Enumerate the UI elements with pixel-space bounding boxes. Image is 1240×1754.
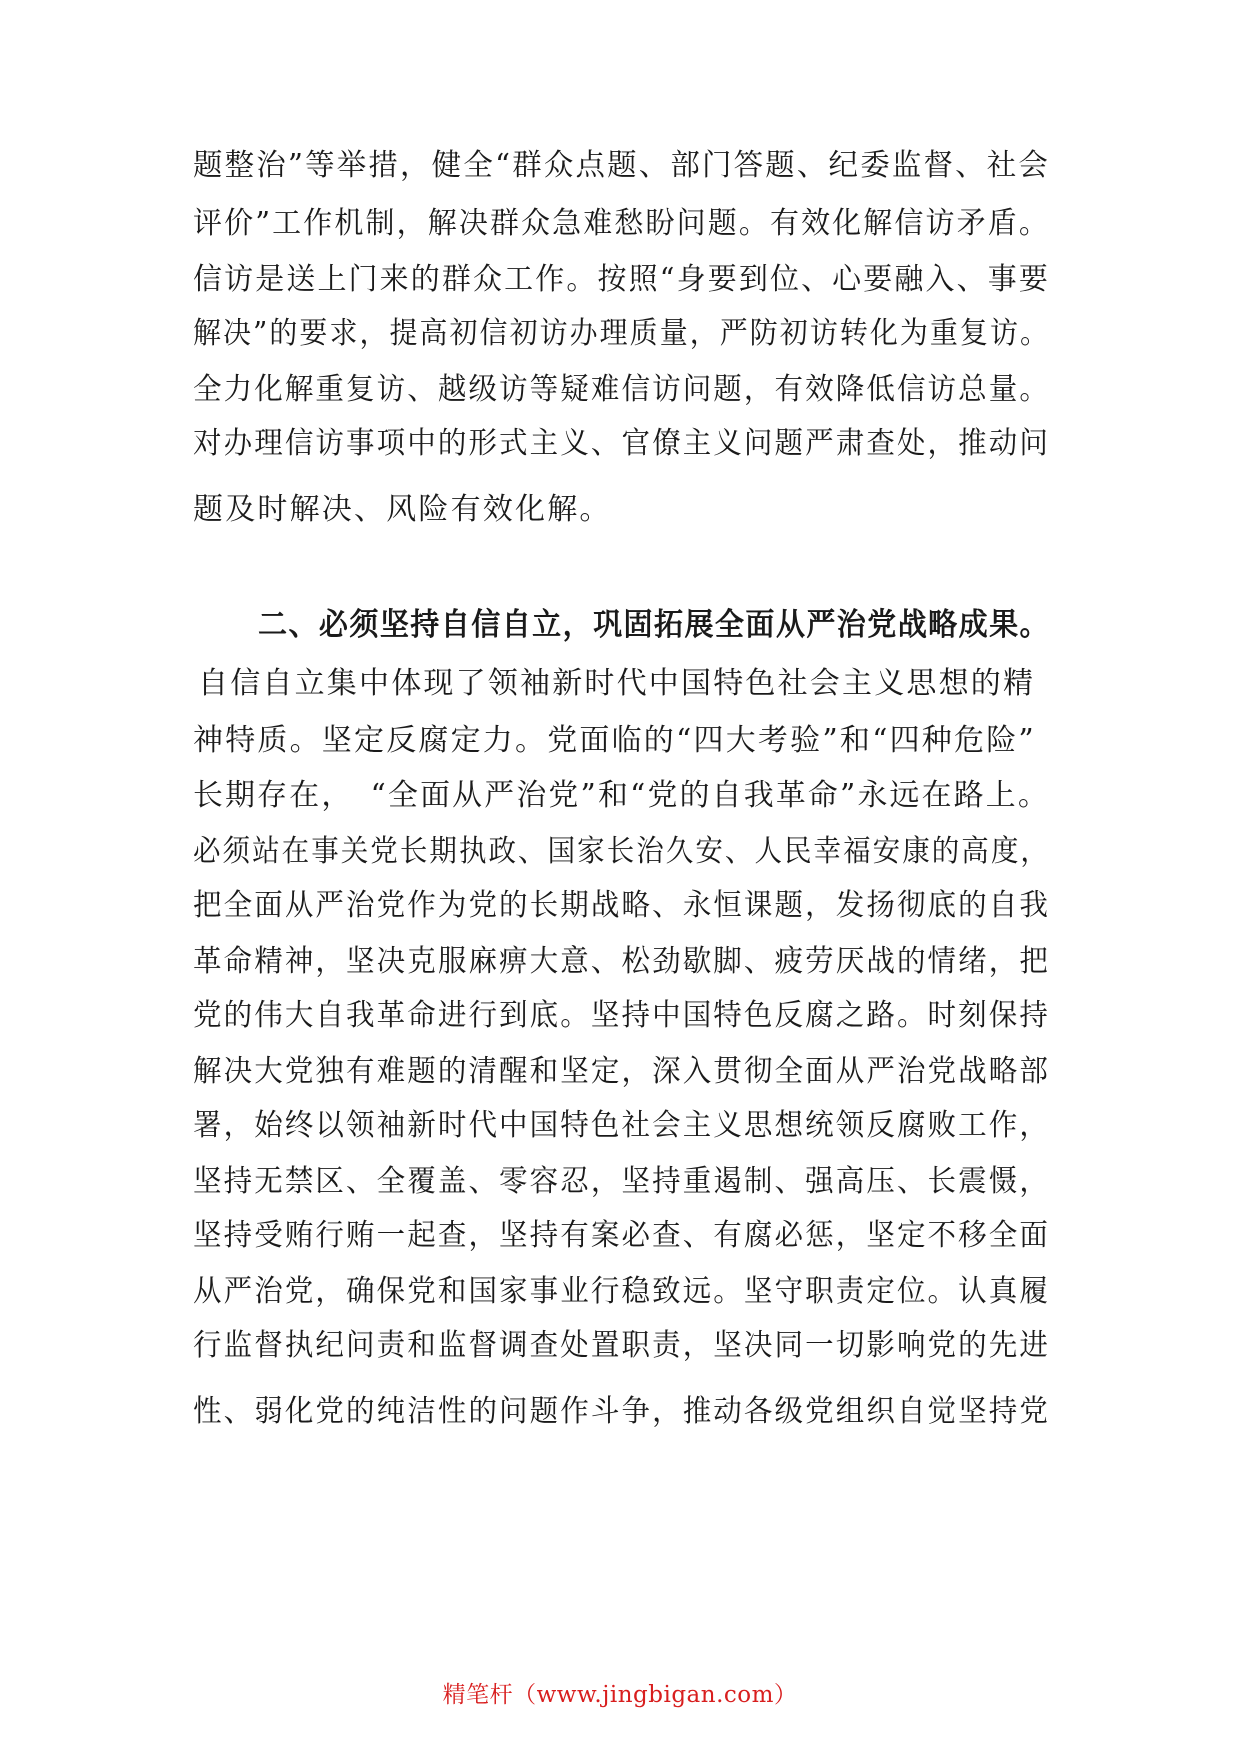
paragraph-line: 必须站在事关党长期执政、国家长治久安、人民幸福安康的高度， [193, 834, 1050, 869]
paragraph-line: 评价”工作机制，解决群众急难愁盼问题。有效化解信访矛盾。 [193, 206, 1050, 241]
paragraph-line: 解决”的要求，提高初信初访办理质量，严防初访转化为重复访。 [193, 316, 1051, 351]
paragraph-line: 自信自立集中体现了领袖新时代中国特色社会主义思想的精 [198, 666, 1036, 701]
paragraph-line: 题及时解决、风险有效化解。 [193, 492, 612, 527]
paragraph-line: 性、弱化党的纯洁性的问题作斗争，推动各级党组织自觉坚持党 [193, 1394, 1050, 1429]
paragraph-line: 解决大党独有难题的清醒和坚定，深入贯彻全面从严治党战略部 [193, 1054, 1050, 1089]
paragraph-line: 信访是送上门来的群众工作。按照“身要到位、心要融入、事要 [193, 262, 1050, 297]
paragraph-line: 题整治”等举措，健全“群众点题、部门答题、纪委监督、社会 [193, 148, 1051, 183]
paragraph-line: 革命精神，坚决克服麻痹大意、松劲歇脚、疲劳厌战的情绪，把 [193, 944, 1050, 979]
paragraph-line: 坚持受贿行贿一起查，坚持有案必查、有腐必惩，坚定不移全面 [193, 1218, 1050, 1253]
paragraph-line: 长期存在， “全面从严治党”和“党的自我革命”永远在路上。 [193, 778, 1050, 813]
footer-source-link[interactable]: 精笔杆（www.jingbigan.com） [442, 1682, 798, 1708]
section-heading: 二、必须坚持自信自立，巩固拓展全面从严治党战略成果。 [258, 607, 1051, 643]
paragraph-line: 行监督执纪问责和监督调查处置职责，坚决同一切影响党的先进 [193, 1328, 1050, 1363]
paragraph-line: 党的伟大自我革命进行到底。坚持中国特色反腐之路。时刻保持 [193, 998, 1050, 1033]
paragraph-line: 对办理信访事项中的形式主义、官僚主义问题严肃查处，推动问 [193, 426, 1050, 461]
paragraph-line: 坚持无禁区、全覆盖、零容忍，坚持重遏制、强高压、长震慑， [193, 1164, 1050, 1199]
paragraph-line: 署，始终以领袖新时代中国特色社会主义思想统领反腐败工作， [193, 1108, 1050, 1143]
paragraph-line: 把全面从严治党作为党的长期战略、永恒课题，发扬彻底的自我 [193, 888, 1050, 923]
paragraph-line: 从严治党，确保党和国家事业行稳致远。坚守职责定位。认真履 [193, 1274, 1050, 1309]
paragraph-line: 神特质。坚定反腐定力。党面临的“四大考验”和“四种危险” [193, 723, 1036, 758]
paragraph-line: 全力化解重复访、越级访等疑难信访问题，有效降低信访总量。 [193, 372, 1050, 407]
